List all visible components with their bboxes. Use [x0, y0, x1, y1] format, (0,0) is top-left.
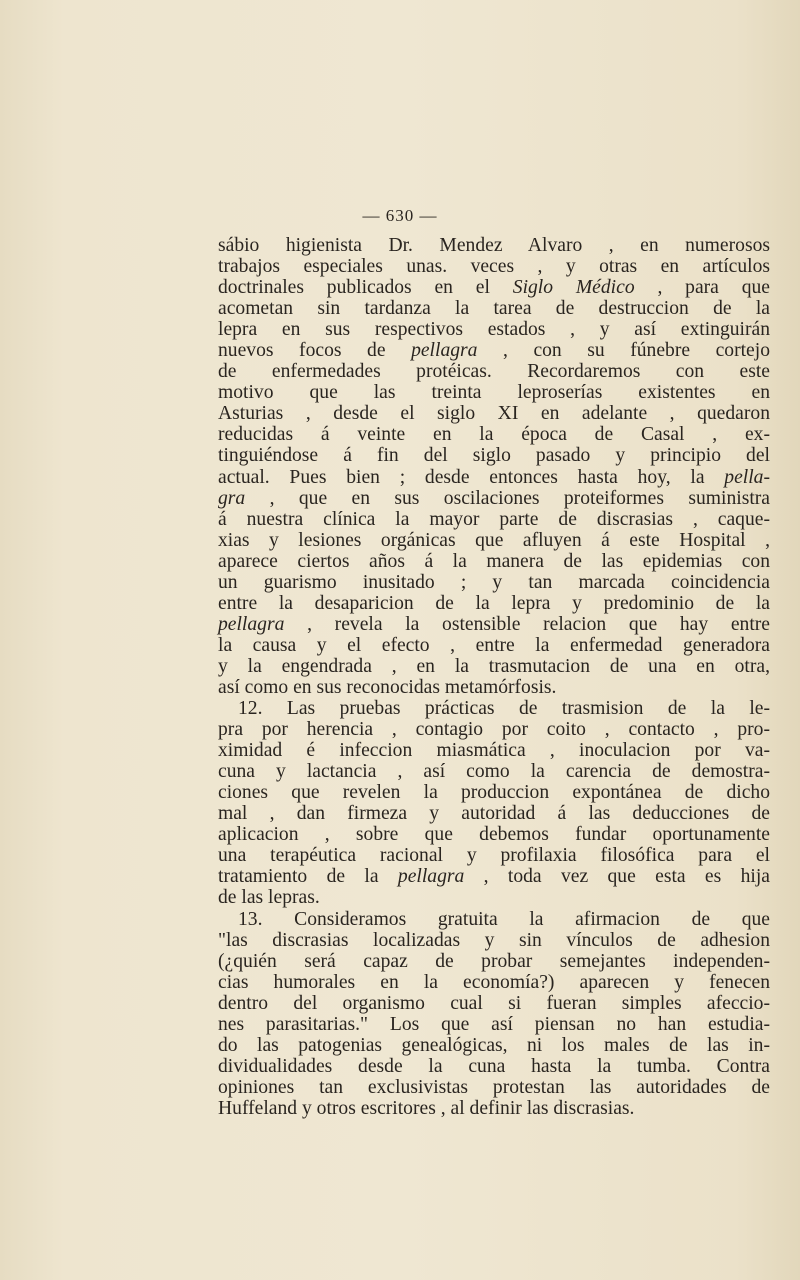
text-line: motivo que las treinta leproserías existentes en — [218, 382, 770, 404]
text-line: pellagra , revela la ostensible relacion que hay entre — [218, 613, 770, 635]
text-line: nuevos focos de pellagra , con su fúnebre cortejo — [218, 340, 770, 362]
text-line: entre la desaparicion de la lepra y predominio de la — [218, 592, 770, 614]
text-line: (¿quién será capaz de probar semejantes independen- — [218, 950, 770, 972]
text-line: opiniones tan exclusivistas protestan las autoridades de — [218, 1076, 770, 1098]
text-line: cias humorales en la economía?) aparecen y fenecen — [218, 971, 770, 993]
text-line: una terapéutica racional y profilaxia filosófica para el — [218, 845, 770, 867]
body-text — [218, 235, 770, 1119]
text-line: ximidad é infeccion miasmática , inoculacion por va- — [218, 740, 770, 762]
text-line: la causa y el efecto , entre la enfermedad generadora — [218, 634, 770, 656]
text-line: acometan sin tardanza la tarea de destruccion de la — [218, 298, 770, 320]
text-line: dentro del organismo cual si fueran simples afeccio- — [218, 992, 770, 1014]
text-line: do las patogenias genealógicas, ni los males de las in- — [218, 1034, 770, 1056]
text-line: aplicacion , sobre que debemos fundar oportunamente — [218, 824, 770, 846]
text-line: un guarismo inusitado ; y tan marcada coincidencia — [218, 571, 770, 593]
text-line: mal , dan firmeza y autoridad á las deducciones de — [218, 803, 770, 825]
text-line: cuna y lactancia , así como la carencia de demostra- — [218, 761, 770, 783]
text-line: tinguiéndose á fin del siglo pasado y principio del — [218, 445, 770, 467]
text-line: dividualidades desde la cuna hasta la tumba. Contra — [218, 1055, 770, 1077]
text-line: ciones que revelen la produccion expontánea de dicho — [218, 782, 770, 804]
text-line: de enfermedades protéicas. Recordaremos con este — [218, 361, 770, 383]
text-line: reducidas á veinte en la época de Casal , ex- — [218, 424, 770, 446]
text-line: "las discrasias localizadas y sin vínculos de adhesion — [218, 929, 770, 951]
text-line: tratamiento de la pellagra , toda vez que esta es hija — [218, 866, 770, 888]
text-line: gra , que en sus oscilaciones proteiformes suministra — [218, 487, 770, 509]
text-line: así como en sus reconocidas metamórfosis. — [218, 676, 557, 698]
text-line: pra por herencia , contagio por coito , contacto , pro- — [218, 719, 770, 741]
text-line: á nuestra clínica la mayor parte de discrasias , caque- — [218, 508, 770, 530]
text-line: xias y lesiones orgánicas que afluyen á este Hospital , — [218, 529, 770, 551]
text-line: lepra en sus respectivos estados , y así extinguirán — [218, 319, 770, 341]
text-line: y la engendrada , en la trasmutacion de una en otra, — [218, 655, 770, 677]
text-line: sábio higienista Dr. Mendez Alvaro , en numerosos — [218, 235, 770, 256]
page-number: — 630 — — [362, 206, 438, 225]
text-line: de las lepras. — [218, 887, 320, 909]
text-line: nes parasitarias." Los que así piensan no han estudia- — [218, 1013, 770, 1035]
text-line: Asturias , desde el siglo XI en adelante , quedaron — [218, 403, 770, 425]
text-line: aparece ciertos años á la manera de las epidemias con — [218, 550, 770, 572]
text-line: trabajos especiales unas. veces , y otras en artículos — [218, 256, 770, 278]
text-line: 13. Consideramos gratuita la afirmacion de que — [238, 908, 770, 930]
text-line: Huffeland y otros escritores , al definir las discrasias. — [218, 1097, 635, 1119]
text-line: doctrinales publicados en el Siglo Médico , para que — [218, 277, 770, 299]
text-line: actual. Pues bien ; desde entonces hasta hoy, la pella- — [218, 466, 770, 488]
text-line: 12. Las pruebas prácticas de trasmision de la le- — [238, 698, 770, 720]
